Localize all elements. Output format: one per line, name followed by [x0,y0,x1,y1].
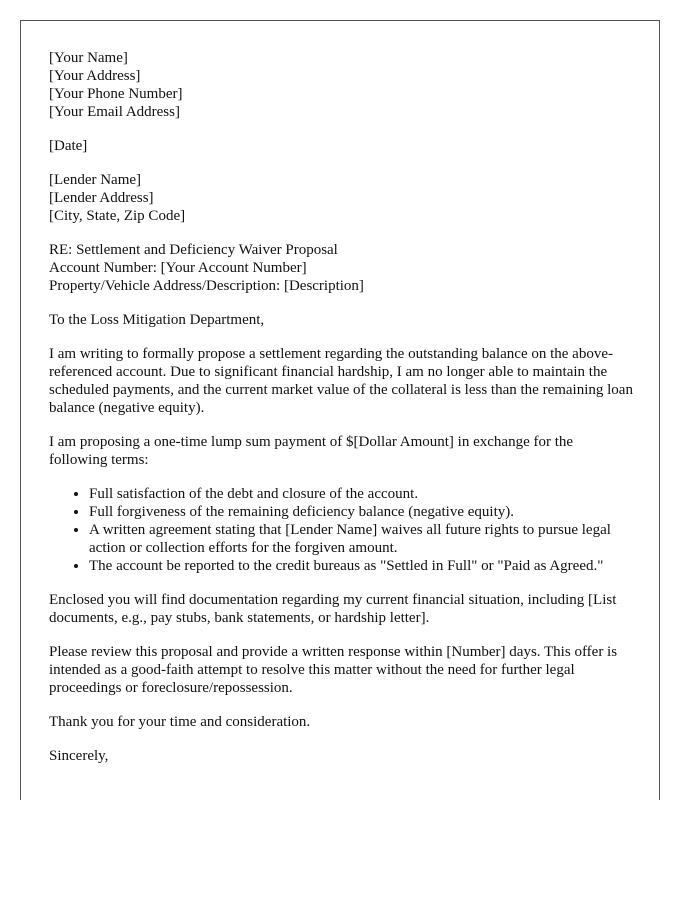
reference-account: Account Number: [Your Account Number] [49,260,307,276]
sender-email: [Your Email Address] [49,104,180,120]
salutation: To the Loss Mitigation Department, [49,312,265,328]
recipient-city-state-zip: [City, State, Zip Code] [49,208,186,224]
date-block [49,137,633,155]
sender-block [49,49,633,121]
reference-block [49,241,633,295]
recipient-address: [Lender Address] [49,190,154,206]
letter-page [20,20,660,800]
thanks-paragraph: Thank you for your time and consideration. [49,714,311,730]
letter-date: [Date] [49,138,88,154]
sender-address: [Your Address] [49,68,141,84]
intro-paragraph: I am writing to formally propose a settlement regarding the outstanding balance on the above-referenced account. Due to significant financial hardship, I am no longer able to maintain the scheduled payments, and the current market value of the collateral is less than the remaining loan balance (negative equity). [49,346,633,416]
review-paragraph: Please review this proposal and provide a written response within [Number] days. This offer is intended as a good-faith attempt to resolve this matter without the need for further legal proceedings or foreclosure/repossession. [49,644,618,696]
list-item: • A written agreement stating that [Lender Name] waives all future rights to pursue legal action or collection efforts for the forgiven amount. [89,521,633,557]
closing: Sincerely, [49,748,109,764]
terms-list [49,485,633,575]
reference-property: Property/Vehicle Address/Description: [Description] [49,278,364,294]
list-item: • Full forgiveness of the remaining deficiency balance (negative equity). [89,503,633,521]
enclosed-paragraph: Enclosed you will find documentation regarding my current financial situation, including [List documents, e.g., pay stubs, bank statements, or hardship letter]. [49,592,617,626]
proposal-paragraph: I am proposing a one-time lump sum payment of $[Dollar Amount] in exchange for the following terms: [49,434,574,468]
recipient-name: [Lender Name] [49,172,142,188]
list-item: • Full satisfaction of the debt and closure of the account. [89,485,633,503]
list-item: • The account be reported to the credit bureaus as "Settled in Full" or "Paid as Agreed." [89,557,633,575]
sender-phone: [Your Phone Number] [49,86,183,102]
sender-name: [Your Name] [49,50,128,66]
reference-subject: RE: Settlement and Deficiency Waiver Proposal [49,242,338,258]
recipient-block [49,171,633,225]
